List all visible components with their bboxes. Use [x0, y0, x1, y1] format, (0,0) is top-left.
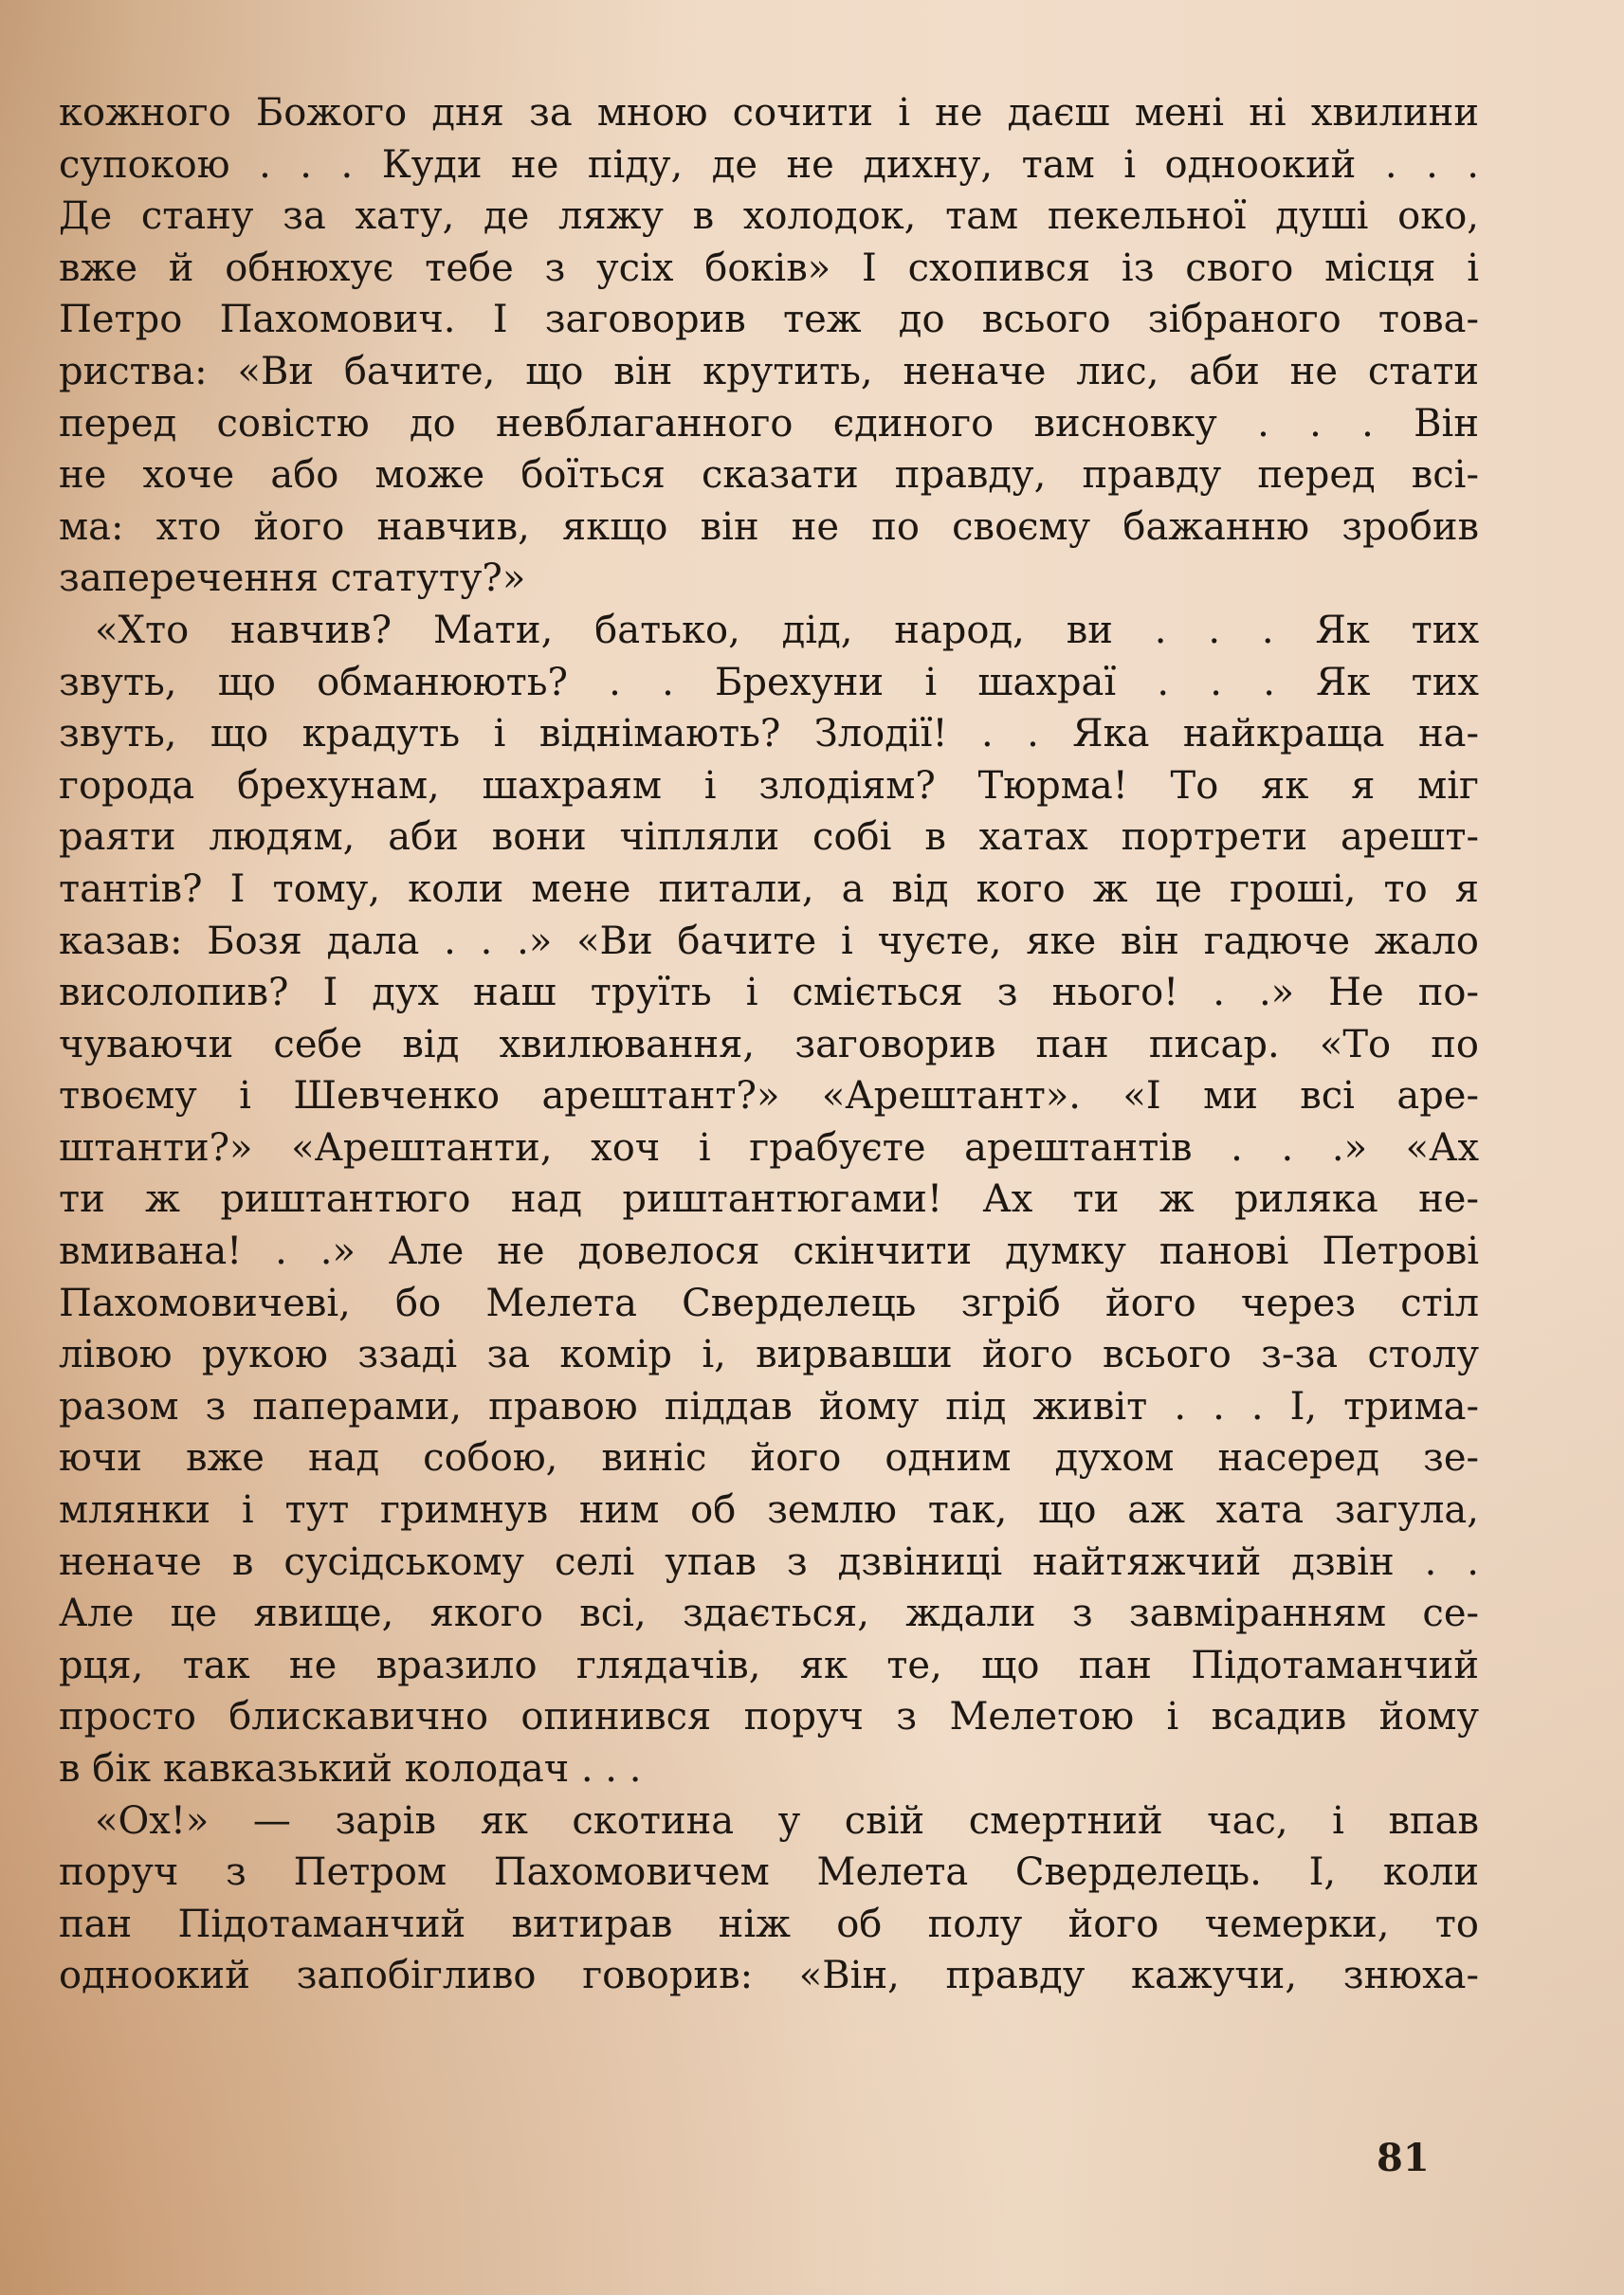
text-line: заперечення статуту?»	[59, 556, 526, 601]
text-line: млянки і тут гримнув ним об землю так, що аж хата загула,	[59, 1488, 1479, 1533]
text-line: в бік кавказький колодач . . .	[59, 1747, 642, 1791]
text-line: вже й обнюхує тебе з усіх боків» І схопився із свого місця і	[59, 246, 1479, 290]
text-line: просто блискавично опинився поруч з Мелетою і всадив йому	[59, 1695, 1479, 1739]
text-line: Пахомовичеві, бо Мелета Сверделець згріб його через стіл	[59, 1281, 1479, 1325]
text-line: разом з паперами, правою піддав йому під живіт . . . І, трима-	[59, 1384, 1479, 1429]
text-line: кожного Божого дня за мною сочити і не даєш мені ні хвилини	[59, 91, 1479, 135]
text-line: звуть, що обманюють? . . Брехуни і шахраї . . . Як тих	[59, 660, 1479, 704]
paragraph-start-line: «Хто навчив? Мати, батько, дід, народ, ви . . . Як тих	[95, 608, 1479, 652]
page-number: 81	[1377, 2136, 1430, 2180]
text-line: рця, так не вразило глядачів, як те, що пан Підотаманчий	[59, 1643, 1479, 1687]
text-line: неначе в сусідському селі упав з дзвіниці найтяжчий дзвін . .	[59, 1539, 1479, 1584]
text-line: чуваючи себе від хвилювання, заговорив пан писар. «То по	[59, 1022, 1479, 1066]
text-line: висолопив? І дух наш труїть і сміється з нього! . .» Не по-	[59, 971, 1479, 1015]
text-line: риства: «Ви бачите, що він крутить, неначе лис, аби не стати	[59, 349, 1479, 393]
text-line: лівою рукою ззаді за комір і, вирвавши його всього з-за столу	[59, 1333, 1479, 1377]
page-body-text	[59, 87, 1479, 2002]
text-line: ючи вже над собою, виніс його одним духом насеред зе-	[59, 1436, 1479, 1481]
text-line: раяти людям, аби вони чіпляли собі в хатах портрети арешт-	[59, 815, 1479, 860]
text-line: не хоче або може боїться сказати правду, правду перед всі-	[59, 453, 1479, 498]
text-line: ма: хто його навчив, якщо він не по своєму бажанню зробив	[59, 504, 1479, 549]
text-line: ти ж риштантюго над риштантюгами! Ах ти ж риляка не-	[59, 1177, 1479, 1222]
text-line: супокою . . . Куди не піду, де не дихну, там і одноокий . . .	[59, 142, 1479, 187]
text-line: вмивана! . .» Але не довелося скінчити думку панові Петрові	[59, 1229, 1479, 1274]
text-line: поруч з Петром Пахомовичем Мелета Сверделець. І, коли	[59, 1850, 1479, 1895]
text-line: Петро Пахомович. І заговорив теж до всього зібраного това-	[59, 298, 1479, 342]
text-line: тантів? І тому, коли мене питали, а від кого ж це гроші, то я	[59, 866, 1479, 911]
text-line: пан Підотаманчий витирав ніж об полу його чемерки, то	[59, 1902, 1479, 1946]
text-line: города брехунам, шахраям і злодіям? Тюрма! То як я міг	[59, 763, 1479, 808]
text-line: звуть, що крадуть і віднімають? Злодії! . . Яка найкраща на-	[59, 712, 1479, 756]
paragraph-start-line: «Ох!» — зарів як скотина у свій смертний час, і впав	[95, 1798, 1479, 1843]
text-line: одноокий запобігливо говорив: «Він, правду кажучи, знюха-	[59, 1954, 1479, 1998]
text-line: Де стану за хату, де ляжу в холодок, там пекельної душі око,	[59, 194, 1479, 239]
text-line: твоєму і Шевченко арештант?» «Арештант». «І ми всі аре-	[59, 1074, 1479, 1119]
text-line: казав: Бозя дала . . .» «Ви бачите і чуєте, яке він гадюче жало	[59, 919, 1479, 963]
text-line: Але це явище, якого всі, здається, ждали з завміранням се-	[59, 1592, 1479, 1636]
text-line: штанти?» «Арештанти, хоч і грабуєте арештантів . . .» «Ах	[59, 1125, 1479, 1170]
text-line: перед совістю до невблаганного єдиного висновку . . . Він	[59, 401, 1479, 446]
